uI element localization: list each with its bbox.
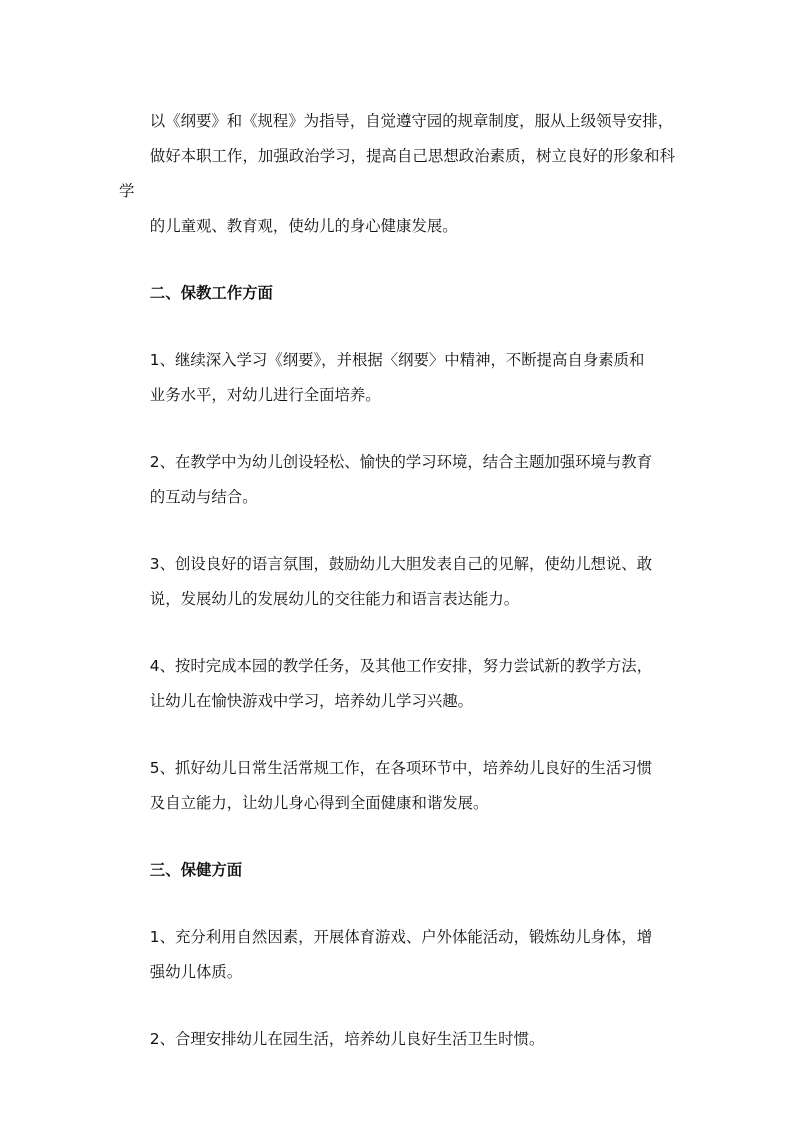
teaching-item-5	[119, 751, 675, 821]
health-item-1	[119, 920, 675, 990]
teaching-item-3	[119, 547, 675, 617]
teaching-item-4	[119, 649, 675, 719]
paragraph-line: 以《纲要》和《规程》为指导，自觉遵守园的规章制度，服从上级领导安排，	[149, 112, 674, 130]
paragraph-line: 做好本职工作，加强政治学习，提高自己思想政治素质，树立良好的形象和科学	[119, 147, 675, 200]
section-heading-health	[119, 853, 675, 888]
paragraph-line: 1、继续深入学习《纲要》，并根据〈纲要〉中精神，不断提高自身素质和	[149, 351, 645, 369]
paragraph-line: 强幼儿体质。	[149, 963, 243, 981]
paragraph-line: 说，发展幼儿的发展幼儿的交往能力和语言表达能力。	[149, 590, 520, 608]
paragraph-line: 2、合理安排幼儿在园生活，培养幼儿良好生活卫生时惯。	[149, 1030, 545, 1048]
paragraph-line: 的互动与结合。	[149, 488, 258, 506]
health-item-2	[119, 1022, 675, 1057]
paragraph-line: 1、充分利用自然因素，开展体育游戏、户外体能活动，锻炼幼儿身体，增	[149, 928, 653, 946]
heading-text: 二、保教工作方面	[149, 284, 273, 302]
paragraph-line: 4、按时完成本园的教学任务，及其他工作安排，努力尝试新的教学方法，	[149, 657, 653, 675]
intro-paragraph	[119, 104, 675, 244]
teaching-item-1	[119, 343, 675, 413]
paragraph-line: 的儿童观、教育观，使幼儿的身心健康发展。	[149, 217, 458, 235]
paragraph-line: 3、创设良好的语言氛围，鼓励幼儿大胆发表自己的见解，使幼儿想说、敢	[149, 555, 653, 573]
teaching-item-2	[119, 445, 675, 515]
document-body	[119, 104, 675, 1089]
section-heading-teaching	[119, 276, 675, 311]
heading-text: 三、保健方面	[149, 861, 243, 879]
paragraph-line: 及自立能力，让幼儿身心得到全面健康和谐发展。	[149, 794, 489, 812]
paragraph-line: 让幼儿在愉快游戏中学习，培养幼儿学习兴趣。	[149, 692, 474, 710]
paragraph-line: 5、抓好幼儿日常生活常规工作，在各项环节中，培养幼儿良好的生活习惯	[149, 759, 653, 777]
paragraph-line: 2、在教学中为幼儿创设轻松、愉快的学习环境，结合主题加强环境与教育	[149, 453, 653, 471]
paragraph-line: 业务水平，对幼儿进行全面培养。	[149, 386, 381, 404]
